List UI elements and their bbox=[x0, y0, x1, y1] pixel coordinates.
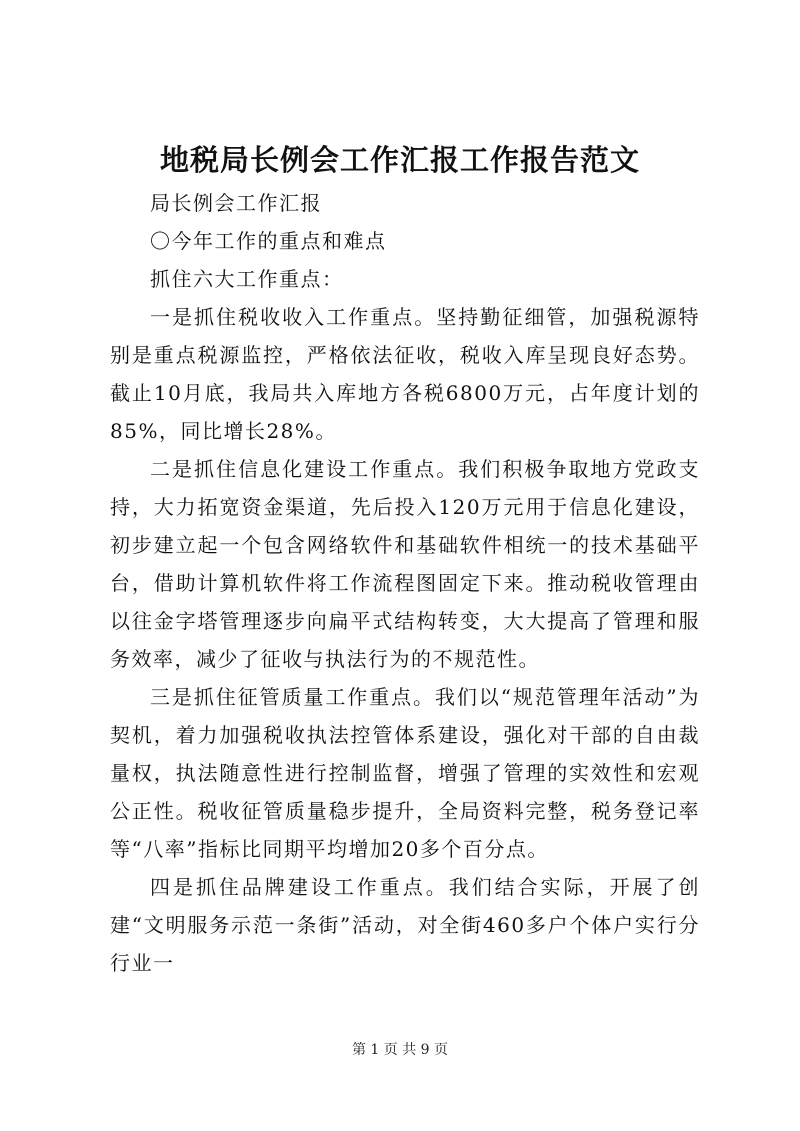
paragraph-brand-building: 四是抓住品牌建设工作重点。我们结合实际，开展了创建“文明服务示范一条街”活动，对全街460多户个体户实行分行业一 bbox=[110, 875, 700, 975]
paragraph-tax-revenue: 一是抓住税收收入工作重点。坚持勤征细管，加强税源特别是重点税源监控，严格依法征收，税收入库呈现良好态势。截止10月底，我局共入库地方各税6800万元，占年度计划的85%，同比增长28%。 bbox=[110, 305, 700, 443]
paragraph-subtitle: 局长例会工作汇报 bbox=[150, 191, 322, 215]
document-body bbox=[110, 184, 700, 982]
paragraph-informatization: 二是抓住信息化建设工作重点。我们积极争取地方党政支持，大力拓宽资金渠道，先后投入120万元用于信息化建设，初步建立起一个包含网络软件和基础软件相统一的技术基础平台，借助计算机软件将工作流程图固定下来。推动税收管理由以往金字塔管理逐步向扁平式结构转变，大大提高了管理和服务效率，减少了征收与执法行为的不规范性。 bbox=[110, 457, 700, 671]
paragraph-collection-quality: 三是抓住征管质量工作重点。我们以“规范管理年活动”为契机，着力加强税收执法控管体系建设，强化对干部的自由裁量权，执法随意性进行控制监督，增强了管理的实效性和宏观公正性。税收征管质量稳步提升，全局资料完整，税务登记率等“八率”指标比同期平均增加20多个百分点。 bbox=[110, 685, 700, 861]
page-number-footer: 第 1 页 共 9 页 bbox=[351, 1042, 449, 1058]
document-title: 地税局长例会工作汇报工作报告范文 bbox=[159, 143, 640, 177]
paragraph-lead: 抓住六大工作重点： bbox=[150, 267, 344, 291]
paragraph-section-heading: 〇今年工作的重点和难点 bbox=[150, 229, 387, 253]
